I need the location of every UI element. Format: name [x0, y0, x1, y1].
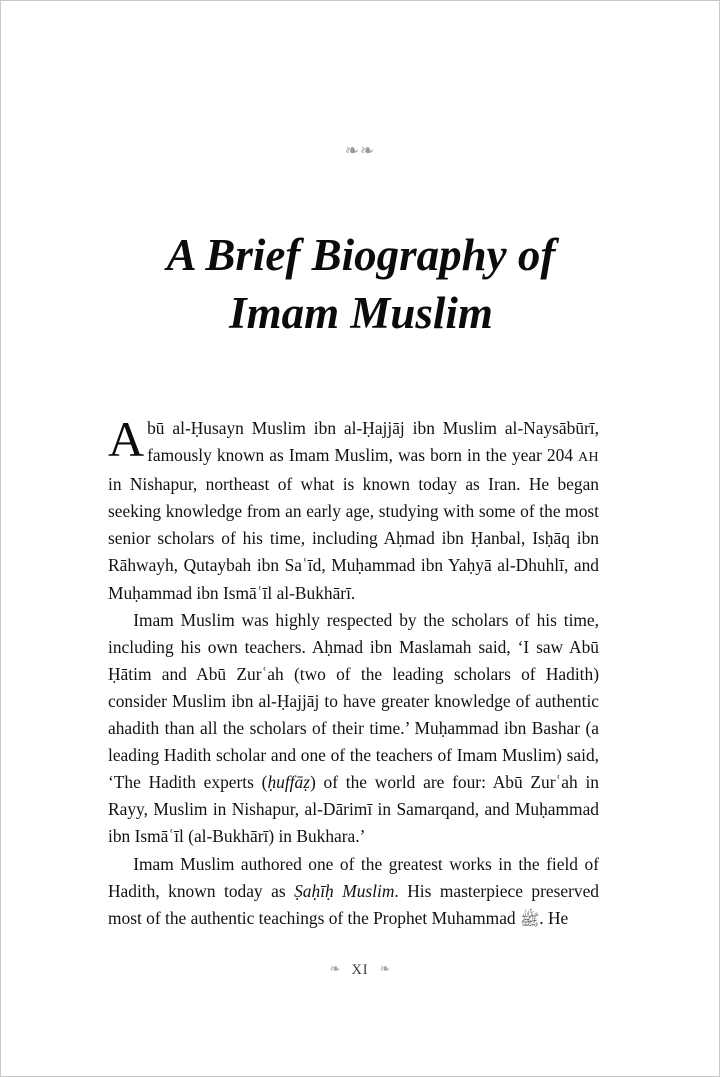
paragraph-3-part-3: . He — [539, 907, 569, 928]
page-number: XI — [351, 962, 369, 978]
paragraph-1-intro: bū al-Ḥusayn Muslim ibn al-Ḥajjāj ibn Muslim al-Naysābūrī, famously known as Imam Muslim, was born in the year 204 — [147, 418, 599, 466]
chapter-title — [61, 227, 661, 342]
fleuron-ornament-icon: ❧❧ — [344, 141, 376, 161]
chapter-title-line-1: A Brief Biography of — [166, 230, 556, 281]
italic-book-title-sahih-muslim: Ṣaḥīḥ Muslim — [294, 880, 395, 901]
era-abbreviation: AH — [578, 450, 599, 466]
folio — [1, 963, 719, 978]
paragraph-3 — [108, 851, 599, 933]
paragraph-3-part-1: Imam Muslim authored one of the greatest works in the field of Hadith, known today as — [108, 853, 599, 901]
paragraph-2-part-1: Imam Muslim was highly respected by the scholars of his time, including his own teachers. Aḥmad ibn Maslamah said, ‘I saw Abū Ḥātim and Abū Zurʿah (two of the leading scholars of Hadith) consider Muslim ibn al-Ḥajjāj to have greater knowledge of authentic ahadith than all the scholars of their time.’ Muḥammad ibn Bashar (a leading Hadith scholar and one of the teachers of Imam Muslim) said, ‘The Hadith experts ( — [108, 609, 599, 793]
paragraph-3-part-2: . His masterpiece preserved most of the authentic teachings of the Prophet Muhammad — [108, 880, 599, 928]
folio-right-ornament-icon: ❧ — [379, 962, 391, 978]
paragraph-1 — [108, 411, 599, 607]
chapter-title-line-2: Imam Muslim — [229, 287, 493, 338]
paragraph-1-rest: in Nishapur, northeast of what is known today as Iran. He began seeking knowledge from an early age, studying with some of the most senior scholars of his time, including Aḥmad ibn Ḥanbal, Isḥāq ibn Rāhwayh, Qutaybah ibn Saʿīd, Muḥammad ibn Yaḥyā al-Dhuhlī, and Muḥammad ibn Ismāʿīl al-Bukhārī. — [108, 474, 599, 603]
folio-left-ornament-icon: ❧ — [329, 962, 341, 978]
body-text — [108, 411, 599, 933]
paragraph-2 — [108, 607, 599, 851]
salawat-honorific-icon: ﷺ — [519, 909, 540, 929]
italic-term-huffaz: ḥuffāẓ — [267, 772, 310, 793]
paragraph-2-part-2: ) of the world are four: Abū Zurʿah in Rayy, Muslim in Nishapur, al-Dārimī in Samarqand, and Muḥammad ibn Ismāʿīl (al-Bukhārī) in Bukhara.’ — [108, 772, 599, 847]
drop-cap: A — [108, 411, 145, 467]
